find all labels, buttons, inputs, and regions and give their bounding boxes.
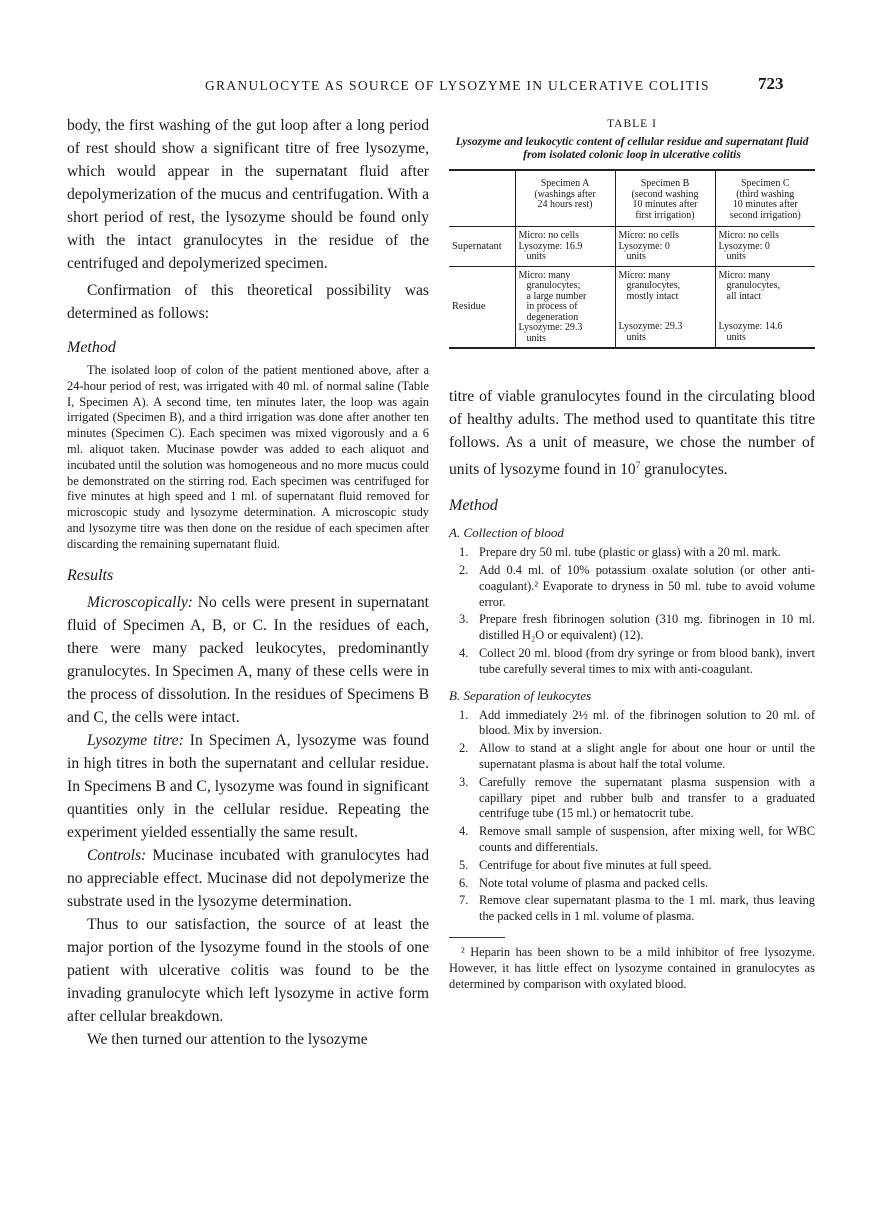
- step-text: Remove small sample of suspension, after mixing well, for WBC counts and differentials.: [479, 824, 815, 854]
- cell-line: Lysozyme: 0: [618, 240, 670, 252]
- cell-line: units: [626, 331, 646, 343]
- header-line: (washings after: [534, 188, 596, 200]
- header-line: first irrigation): [635, 209, 695, 221]
- titre-text: titre of viable granulocytes found in the circulating blood of healthy adults. The method used to quantitate this titre follows. As a unit of measure, we chose the number of units of lysozyme found in 10: [449, 388, 815, 479]
- microscopically-label: Microscopically:: [87, 593, 193, 611]
- controls-paragraph: [67, 844, 429, 913]
- header-line: Specimen C: [740, 178, 790, 189]
- results-heading: Results: [67, 566, 114, 584]
- step-text: Carefully remove the supernatant plasma suspension with a capillary pipet and rubber bulb and transfer to a graduated centrifuge tube (15 ml.) or hematocrit tube.: [479, 774, 815, 821]
- table-corner-cell: [449, 170, 515, 227]
- method-paragraph: The isolated loop of colon of the patient mentioned above, after a 24-hour period of rest, was irrigated with 40 ml. of normal saline (Table I, Specimen A). A second time, ten minutes later, the loop was again irrigated (Specimen B), and a third irrigation was done after another ten minutes (Specimen C). Each specimen was mixed vigorously and a 6 ml. aliquot taken. Mucinase powder was added to each aliquot and incubated until the solution was homogeneous and no more mucus could be demonstrated on the stirring rod. Each specimen was centrifuged for five minutes at high speed and 1 ml. of supernatant fluid removed for microscopic study and lysozyme determination. A microscopic study and lysozyme titre was then done on the residue of each specimen after discarding the remaining supernatant fluid.: [67, 363, 429, 551]
- cell-line: degeneration: [526, 311, 579, 323]
- table-cell: [715, 266, 815, 348]
- cell-line: Lysozyme: 29.3: [518, 322, 583, 333]
- header-line: 10 minutes after: [632, 199, 698, 210]
- list-item: [449, 775, 815, 822]
- confirmation-paragraph: Confirmation of this theoretical possibility was determined as follows:: [67, 282, 429, 322]
- step-text: Allow to stand at a slight angle for about one hour or until the supernatant plasma is about half the total volume.: [479, 741, 815, 771]
- header-line: Specimen B: [640, 178, 690, 189]
- cell-line: Micro: no cells: [618, 230, 680, 241]
- cell-spacer: [719, 302, 813, 312]
- list-item: [449, 741, 815, 773]
- cell-line: granulocytes,: [626, 280, 681, 291]
- table-cell: [715, 227, 815, 267]
- lysozyme-table: [449, 169, 815, 349]
- step-number: 6.: [459, 875, 469, 890]
- cell-line: a large number: [526, 290, 587, 302]
- cell-line: Micro: many: [618, 269, 671, 281]
- footnote: ² Heparin has been shown to be a mild inhibitor of free lysozyme. However, it has little effect on lysozyme contained in granulocytes as determined by comparison with oxylated blood.: [449, 944, 815, 991]
- list-item: [449, 893, 815, 925]
- step-number: 4.: [459, 645, 469, 660]
- list-item: [449, 824, 815, 856]
- header-line: (second washing: [631, 188, 699, 200]
- lysozyme-titre-paragraph: [67, 729, 429, 844]
- lysozyme-titre-label: Lysozyme titre:: [87, 731, 184, 749]
- step-number: 2.: [459, 741, 469, 756]
- cell-line: units: [726, 251, 746, 262]
- list-item: [449, 858, 815, 874]
- cell-line: Lysozyme: 0: [718, 240, 770, 252]
- cell-line: units: [526, 251, 546, 262]
- running-title: GRANULOCYTE AS SOURCE OF LYSOZYME IN ULCERATIVE COLITIS: [205, 78, 710, 93]
- step-number: 5.: [459, 857, 469, 872]
- microscopically-text: No cells were present in supernatant fluid of Specimen A, B, or C. In the residues of each, there were many packed leukocytes, predominantly granulocytes. In Specimen A, many of these cells were in the process of dissolution. In the residues of Specimens B and C, the cells were intact.: [67, 593, 429, 726]
- step-number: 3.: [459, 774, 469, 789]
- controls-text: Mucinase incubated with granulocytes had no appreciable effect. Mucinase did not depolymerize the substrate used in the lysozyme determination.: [67, 846, 429, 910]
- step-number: 7.: [459, 893, 469, 908]
- left-column: [67, 114, 429, 1051]
- header-line: Specimen A: [540, 178, 590, 189]
- list-item: [449, 612, 815, 644]
- method-heading-left: Method: [67, 339, 116, 356]
- step-text: Centrifuge for about five minutes at full speed.: [479, 857, 712, 872]
- separation-steps: [449, 708, 815, 925]
- step-number: 4.: [459, 824, 469, 839]
- cell-line: Micro: no cells: [518, 230, 580, 241]
- cell-line: mostly intact: [626, 290, 679, 302]
- row-label-supernatant: Supernatant: [449, 227, 515, 267]
- table-cell: [615, 227, 715, 267]
- step-text: Prepare fresh fibrinogen solution (310 mg. fibrinogen in 10 ml. distilled H₂O or equivalent) (12).: [479, 612, 815, 643]
- cell-spacer: [619, 302, 712, 312]
- cell-line: units: [526, 332, 546, 344]
- footnote-rule: [449, 937, 505, 938]
- method-heading-right: Method: [449, 497, 498, 515]
- column-header-specimen-b: [615, 170, 715, 227]
- page-number: 723: [758, 74, 784, 93]
- intro-paragraph: body, the first washing of the gut loop after a long period of rest should show a significant titre of free lysozyme, which would appear in the supernatant fluid after depolymerization of the mucus and centrifugation. With a short period of rest, the lysozyme should be found only with the intact granulocytes in the residue of the centrifuged and depolymerized specimen.: [67, 117, 429, 272]
- header-line: 24 hours rest): [537, 199, 593, 210]
- header-line: 10 minutes after: [732, 199, 798, 210]
- table-cell: [615, 266, 715, 348]
- step-text: Collect 20 ml. blood (from dry syringe or from blood bank), invert tube carefully several times to mix with anti-coagulant.: [479, 645, 815, 676]
- row-label-residue: Residue: [449, 266, 515, 348]
- list-item: [449, 708, 815, 740]
- step-text: Add immediately 2½ ml. of the fibrinogen solution to 20 ml. of blood. Mix by inversion.: [479, 707, 815, 738]
- separation-heading: B. Separation of leukocytes: [449, 687, 592, 703]
- table-header-row: [449, 170, 815, 227]
- cell-line: units: [726, 331, 746, 343]
- cell-line: granulocytes,: [726, 280, 781, 291]
- step-number: 1.: [459, 707, 469, 722]
- header-line: (third washing: [736, 188, 795, 200]
- cell-line: Micro: many: [518, 269, 571, 281]
- table-row: [449, 227, 815, 267]
- step-number: 1.: [459, 545, 469, 560]
- cell-line: units: [626, 251, 646, 262]
- table-row: [449, 266, 815, 348]
- titre-text-end: granulocytes.: [640, 461, 728, 479]
- titre-exponent: 7: [635, 460, 641, 470]
- step-text: Prepare dry 50 ml. tube (plastic or glass) with a 20 ml. mark.: [479, 545, 781, 560]
- collection-steps: [449, 545, 815, 677]
- table-caption: Lysozyme and leukocytic content of cellular residue and supernatant fluid from isolated colonic loop in ulcerative colitis: [455, 135, 809, 161]
- right-column-text: [449, 385, 815, 992]
- conclusion-paragraph: Thus to our satisfaction, the source of at least the major portion of the lysozyme found in the stools of one patient with ulcerative colitis was found to be the invading granulocyte which left lysozyme in active form after cellular breakdown.: [67, 915, 429, 1025]
- cell-line: Micro: many: [718, 269, 771, 281]
- cell-line: granulocytes;: [526, 280, 581, 291]
- step-text: Note total volume of plasma and packed cells.: [479, 875, 709, 890]
- table-label: TABLE I: [607, 118, 657, 130]
- cell-line: in process of: [526, 301, 578, 312]
- cell-line: Lysozyme: 14.6: [718, 321, 783, 332]
- list-item: [449, 876, 815, 892]
- cell-line: Lysozyme: 16.9: [518, 240, 583, 252]
- table-block: [449, 118, 815, 349]
- transition-paragraph: We then turned our attention to the lysozyme: [87, 1030, 368, 1048]
- lysozyme-titre-text: In Specimen A, lysozyme was found in high titres in both the supernatant and cellular residue. In Specimens B and C, lysozyme was found in significant quantities only in the cellular residue. Repeating the experiment yielded essentially the same result.: [67, 731, 429, 841]
- step-text: Remove clear supernatant plasma to the 1 ml. mark, thus leaving the packed cells in 1 ml. volume of plasma.: [479, 893, 815, 924]
- running-header: [0, 74, 880, 98]
- header-line: second irrigation): [729, 209, 801, 221]
- titre-paragraph: [449, 385, 815, 481]
- step-number: 2.: [459, 562, 469, 577]
- step-number: 3.: [459, 612, 469, 627]
- collection-heading: A. Collection of blood: [449, 525, 564, 541]
- column-header-specimen-a: [515, 170, 615, 227]
- list-item: [449, 545, 815, 561]
- controls-label: Controls:: [87, 846, 147, 864]
- table-cell: [515, 227, 615, 267]
- step-text: Add 0.4 ml. of 10% potassium oxalate solution (or other anti-coagulant).² Evaporate to dryness in 50 ml. tube to avoid volume error.: [479, 562, 815, 609]
- table-cell: [515, 266, 615, 348]
- column-header-specimen-c: [715, 170, 815, 227]
- microscopically-paragraph: [67, 591, 429, 729]
- list-item: [449, 563, 815, 610]
- cell-line: Lysozyme: 29.3: [618, 321, 683, 332]
- cell-line: all intact: [726, 290, 762, 302]
- list-item: [449, 646, 815, 678]
- cell-line: Micro: no cells: [718, 230, 780, 241]
